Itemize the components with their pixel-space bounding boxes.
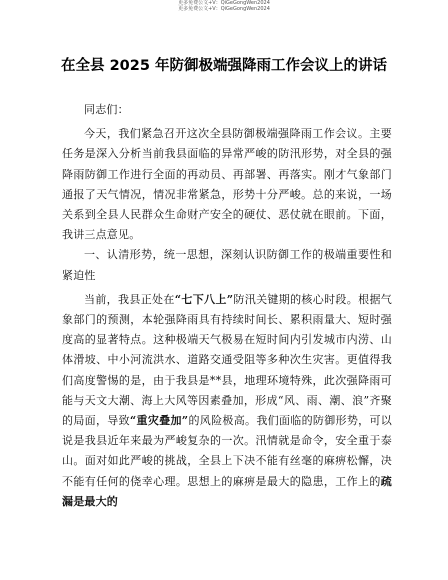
section-heading-1: 一、认清形势，统一思想，深刻认识防御工作的极端重要性和紧迫性 (62, 248, 392, 282)
paragraph-situation-emphasis-1: “七下八上” (174, 292, 234, 306)
paragraph-situation-text-c: 的风险极高。我们面临的防御形势，可以说是我县近年来最为严峻复杂的一次。汛情就是命令，安全重于泰山。面对如此严峻的挑战，全县上下决不能有丝毫的麻痹松懈，决不能有任何的侥幸心理。思想上的麻痹是最大的隐患，工作上的 (62, 414, 392, 488)
header-notes (0, 0, 448, 12)
header-note-line-2: 更多免费公文+V：QiGeGongWen2024 (178, 6, 270, 12)
document-title: 在全县 2025 年防御极端强降雨工作会议上的讲话 (61, 58, 387, 74)
paragraph-situation-text-a: 当前，我县正处在 (84, 292, 175, 306)
paragraph-situation-text-b: 防汛关键期的核心时段。根据气象部门的预测，本轮强降雨具有持续时间长、累积雨量大、短时强度高的显著特点。这种极端天气极易在短时间内引发城市内涝、山体滑坡、中小河流洪水、道路交通受阻等多种次生灾害。更值得我们高度警惕的是，由于我县是**县，地理环境特殊，此次强降雨可能与天文大潮、海上大风等因素叠加，形成“风、雨、潮、浪”齐聚的局面，导致 (62, 292, 392, 428)
paragraph-situation-emphasis-3: 疏漏是最大的 (62, 474, 392, 508)
salutation: 同志们： (84, 103, 129, 116)
document-body (62, 100, 392, 512)
paragraph-intro: 今天，我们紧急召开这次全县防御极端强降雨工作会议。主要任务是深入分析当前我县面临的异常严峻的防汛形势，对全县的强降雨防御工作进行全面的再动员、再部署、再落实。刚才气象部门通报了天气情况，情况非常紧急，形势十分严峻。总的来说，一场关系到全县人民群众生命财产安全的硬仗、恶仗就在眼前。下面，我讲三点意见。 (62, 127, 392, 242)
paragraph-situation-emphasis-2: “重灾叠加” (129, 414, 189, 428)
header-note-line-1: 更多免费公文+V：QiGeGongWen2024 (178, 0, 270, 6)
paragraph-situation (62, 290, 392, 512)
